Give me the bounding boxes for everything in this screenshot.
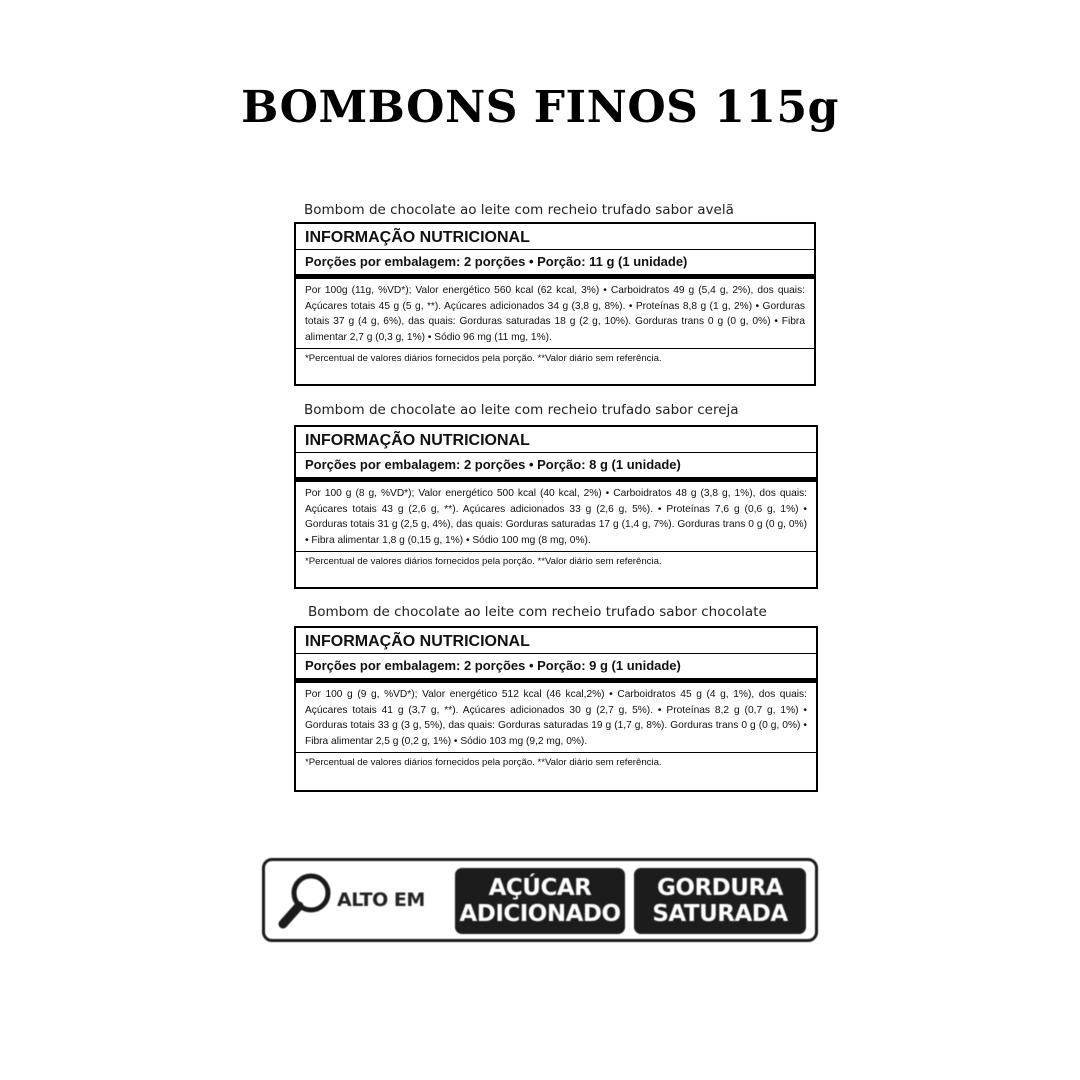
serving-info: Porções por embalagem: 2 porções • Porção: 8 g (1 unidade)	[296, 453, 816, 482]
page-title: BOMBONS FINOS 115g	[241, 82, 839, 133]
badge-line: SATURADA	[652, 901, 788, 927]
panel-caption-chocolate: Bombom de chocolate ao leite com recheio trufado sabor chocolate	[308, 604, 767, 620]
nutrition-values: Por 100g (11g, %VD*); Valor energético 560 kcal (62 kcal, 3%) • Carboidratos 49 g (5,4 g, 2%), dos quais: Açúcares totais 45 g (5 g, **). Açúcares adicionados 34 g (3,8 g, 8%). • Proteínas 8,8 g (1 g, 2%) • Gorduras totais 37 g (4 g, 6%), das quais: Gorduras saturadas 18 g (2 g, 10%). Gorduras trans 0 g (0 g, 0%) • Fibra alimentar 2,7 g (0,3 g, 1%) • Sódio 96 mg (11 mg, 1%).	[296, 279, 814, 349]
nutrition-header: INFORMAÇÃO NUTRICIONAL	[296, 224, 814, 250]
nutrition-table-avela	[294, 222, 816, 386]
magnifier-icon	[277, 869, 337, 933]
warning-prefix: ALTO EM	[337, 889, 425, 911]
nutrition-footnote: *Percentual de valores diários fornecidos pela porção. **Valor diário sem referência.	[305, 556, 662, 567]
serving-info: Porções por embalagem: 2 porções • Porção: 9 g (1 unidade)	[296, 654, 816, 683]
nutrition-table-chocolate	[294, 626, 818, 792]
nutrition-header: INFORMAÇÃO NUTRICIONAL	[296, 628, 816, 654]
high-content-warning-seal	[262, 858, 818, 942]
nutrition-header: INFORMAÇÃO NUTRICIONAL	[296, 427, 816, 453]
nutrition-footnote: *Percentual de valores diários fornecidos pela porção. **Valor diário sem referência.	[305, 757, 662, 768]
nutrition-footnote: *Percentual de valores diários fornecidos pela porção. **Valor diário sem referência.	[305, 353, 662, 364]
panel-caption-cereja: Bombom de chocolate ao leite com recheio trufado sabor cereja	[304, 402, 739, 418]
nutrition-values: Por 100 g (8 g, %VD*); Valor energético 500 kcal (40 kcal, 2%) • Carboidratos 48 g (3,8 g, 1%), dos quais: Açúcares totais 43 g (2,6 g, **). Açúcares adicionados 33 g (2,6 g, 5%). • Proteínas 7,6 g (0,6 g, 1%) • Gorduras totais 31 g (2,5 g, 4%), das quais: Gorduras saturadas 17 g (1,4 g, 7%). Gorduras trans 0 g (0 g, 0%) • Fibra alimentar 1,8 g (0,15 g, 1%) • Sódio 100 mg (8 mg, 0%).	[296, 482, 816, 552]
nutrition-values: Por 100 g (9 g, %VD*); Valor energético 512 kcal (46 kcal,2%) • Carboidratos 45 g (4 g, 1%), dos quais: Açúcares totais 41 g (3,7 g, **). Açúcares adicionados 30 g (2,7 g, 5%). • Proteínas 8,2 g (0,7 g, 1%) • Gorduras totais 33 g (3 g, 5%), das quais: Gorduras saturadas 19 g (1,7 g, 8%). Gorduras trans 0 g (0 g, 0%) • Fibra alimentar 2,5 g (0,2 g, 1%) • Sódio 103 mg (9,2 mg, 0%).	[296, 683, 816, 753]
panel-caption-avela: Bombom de chocolate ao leite com recheio trufado sabor avelã	[304, 202, 734, 218]
badge-line: AÇÚCAR	[488, 875, 592, 901]
badge-line: GORDURA	[657, 875, 783, 901]
saturated-fat-badge	[634, 868, 806, 934]
nutrition-table-cereja	[294, 425, 818, 589]
added-sugar-badge	[455, 868, 625, 934]
serving-info: Porções por embalagem: 2 porções • Porção: 11 g (1 unidade)	[296, 250, 814, 279]
badge-line: ADICIONADO	[459, 901, 621, 927]
